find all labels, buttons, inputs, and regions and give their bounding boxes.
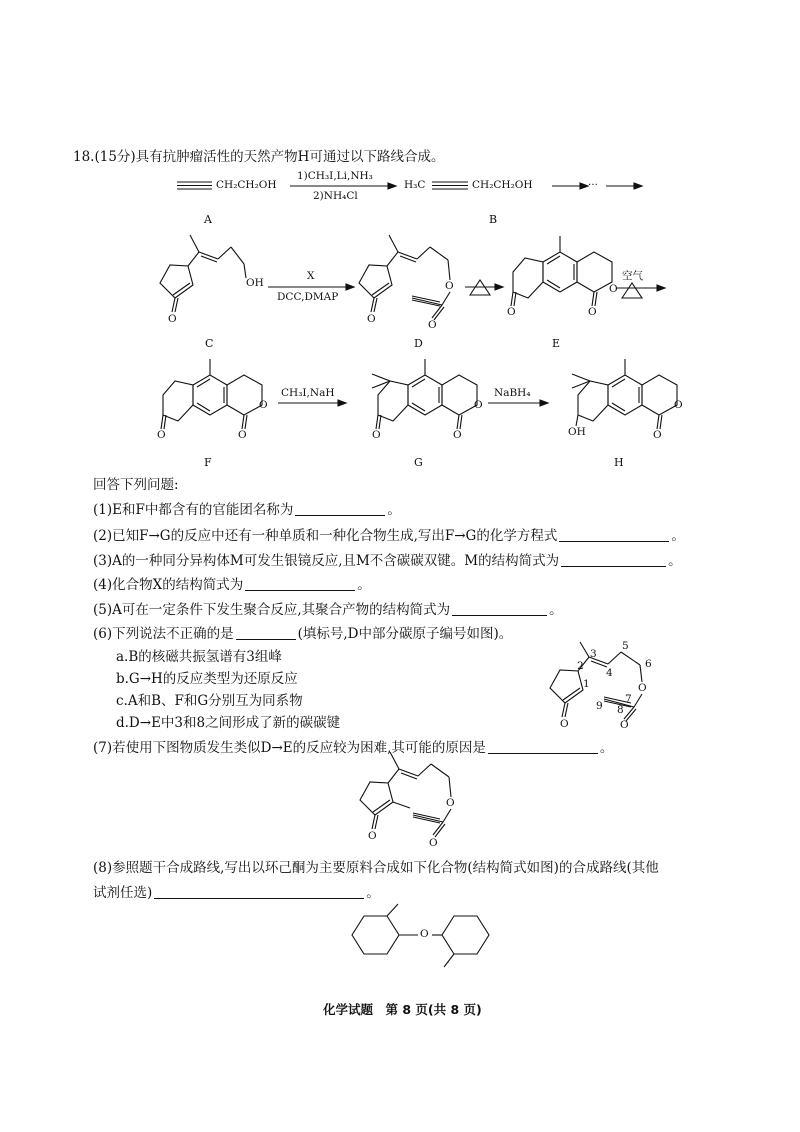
- g-carbonyl-o: O: [372, 429, 381, 441]
- question-4-text: (4)化合物X的结构简式为: [93, 577, 244, 593]
- reagent-dcc: DCC,DMAP: [277, 291, 339, 303]
- h-lactone-o: O: [674, 399, 683, 411]
- d-carbonyl-o: O: [367, 313, 376, 325]
- d-num-carbonyl-o: O: [560, 718, 569, 730]
- d-num-ester-o: O: [638, 682, 647, 694]
- question-7-text: (7)若使用下图物质发生类似D→E的反应较为困难,其可能的原因是: [93, 740, 486, 756]
- atom-number-5: 5: [622, 640, 629, 652]
- atom-number-8: 8: [617, 704, 624, 716]
- page-footer: 化学试题 第 8 页(共 8 页): [323, 1002, 482, 1017]
- question-3-text: (3)A的一种同分异构体M可发生银镜反应,且M不含碳碳双键。M的结构简式为: [93, 553, 560, 569]
- product-b-chain: CH₂CH₂OH: [472, 179, 533, 191]
- question-2-end: 。: [671, 528, 685, 544]
- e-carbonyl-o: O: [507, 306, 516, 318]
- question-7-end: 。: [599, 740, 614, 756]
- option-a: a.B的核磁共振氢谱有3组峰: [116, 649, 282, 665]
- e-lactone-o: O: [609, 283, 618, 295]
- label-g: G: [414, 456, 423, 469]
- reactant-a-chain: CH₂CH₂OH: [216, 179, 277, 191]
- atom-number-4: 4: [606, 667, 613, 679]
- c-carbonyl-o: O: [168, 313, 177, 325]
- label-h: H: [614, 456, 624, 469]
- question-1-end: 。: [387, 502, 401, 518]
- h-lactone-carbonyl-o: O: [653, 429, 662, 441]
- atom-number-9: 9: [596, 700, 603, 712]
- answer-intro: 回答下列问题:: [93, 477, 179, 493]
- question-5-end: 。: [549, 602, 563, 618]
- f-lactone-carbonyl-o: O: [238, 429, 247, 441]
- q7-ester-carbonyl-o: O: [429, 837, 438, 849]
- label-f: F: [204, 456, 212, 469]
- question-3-end: 。: [668, 553, 682, 569]
- label-d: D: [414, 337, 423, 350]
- label-a: A: [204, 213, 212, 226]
- question-6-text: (6)下列说法不正确的是: [93, 626, 234, 642]
- question-2-text: (2)已知F→G的反应中还有一种单质和一种化合物生成,写出F→G的化学方程式: [93, 528, 558, 544]
- reagent-x: X: [307, 270, 315, 282]
- g-lactone-carbonyl-o: O: [453, 429, 462, 441]
- atom-number-1: 1: [583, 678, 590, 690]
- q7-ester-o: O: [446, 797, 455, 809]
- atom-number-7: 7: [625, 693, 632, 705]
- reagent-nabh4: NaBH₄: [494, 387, 531, 399]
- condition-bottom: 2)NH₄Cl: [313, 190, 358, 202]
- reagent-air: 空气: [622, 270, 643, 282]
- h-hydroxyl: OH: [568, 426, 586, 438]
- atom-number-2: 2: [577, 660, 584, 672]
- d-num-ester-carbonyl-o: O: [620, 719, 629, 731]
- question-6-end: (填标号,D中部分碳原子编号如图)。: [297, 626, 513, 642]
- condition-top: 1)CH₃I,Li,NH₃: [297, 170, 373, 182]
- label-c: C: [205, 337, 214, 350]
- ether-oxygen: O: [420, 928, 429, 940]
- question-5-text: (5)A可在一定条件下发生聚合反应,其聚合产物的结构简式为: [93, 602, 451, 618]
- question-4-end: 。: [357, 577, 371, 593]
- e-lactone-carbonyl-o: O: [588, 306, 597, 318]
- atom-number-6: 6: [645, 658, 652, 670]
- q7-carbonyl-o: O: [368, 830, 377, 842]
- f-carbonyl-o: O: [157, 429, 166, 441]
- option-c: c.A和B、F和G分别互为同系物: [116, 693, 303, 709]
- question-8-end: 。: [366, 885, 380, 901]
- option-d: d.D→E中3和8之间形成了新的碳碳键: [116, 715, 341, 731]
- product-b-methyl: H₃C: [404, 179, 426, 191]
- question-header: 18.(15分)具有抗肿瘤活性的天然产物H可通过以下路线合成。: [73, 149, 445, 165]
- question-8-text: 试剂任选): [93, 885, 153, 901]
- ellipsis: ···: [588, 179, 599, 191]
- question-1-text: (1)E和F中都含有的官能团名称为: [93, 502, 294, 518]
- f-lactone-o: O: [259, 399, 268, 411]
- option-b: b.G→H的反应类型为还原反应: [116, 671, 298, 687]
- question-8-line1: (8)参照题干合成路线,写出以环己酮为主要原料合成如下化合物(结构简式如图)的合成路线(其他: [93, 860, 659, 876]
- c-hydroxyl: OH: [246, 277, 264, 289]
- atom-number-3: 3: [590, 648, 597, 660]
- label-b: B: [489, 213, 498, 226]
- g-lactone-o: O: [474, 399, 483, 411]
- label-e: E: [552, 337, 561, 350]
- d-ester-o: O: [445, 280, 454, 292]
- reagent-ch3i: CH₃I,NaH: [281, 387, 335, 399]
- d-ester-carbonyl-o: O: [428, 319, 437, 331]
